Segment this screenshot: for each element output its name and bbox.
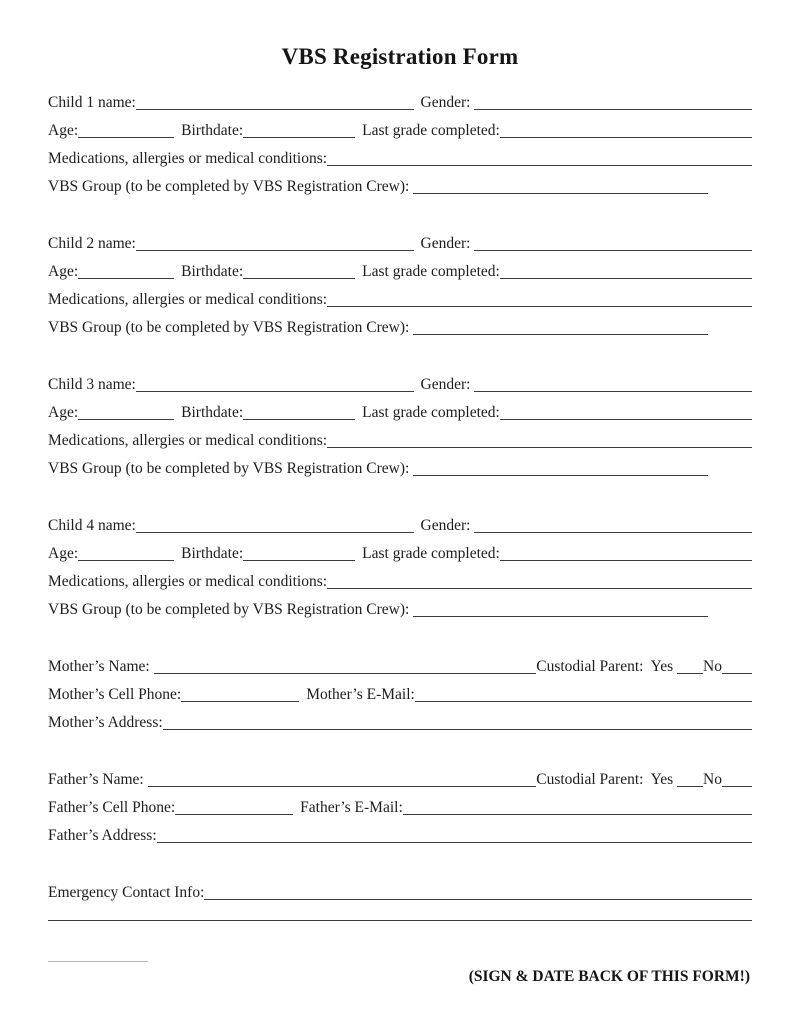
child-1-birthdate-label: Birthdate: [181,122,244,139]
child-1-gender-label: Gender: [420,94,475,111]
emergency-line-2[interactable] [48,919,752,921]
child-3-vbs-group-line[interactable] [413,474,708,476]
child-3-name-label: Child 3 name: [48,376,136,393]
child-1-medications-line[interactable] [327,164,752,166]
child-4-grade-line[interactable] [500,559,752,561]
father-custodial-no-label: No [703,771,722,788]
father-address-label: Father’s Address: [48,827,157,844]
child-4-grade-label: Last grade completed: [362,545,500,562]
partial-line [48,960,148,962]
child-3-age-label: Age: [48,404,79,421]
child-4-section [48,517,752,629]
mother-address-line[interactable] [163,728,752,730]
child-3-name-line[interactable] [136,390,414,392]
child-4-name-line[interactable] [136,531,414,533]
child-4-birthdate-label: Birthdate: [181,545,244,562]
emergency-section [48,884,752,944]
child-4-medications-label: Medications, allergies or medical conditions: [48,573,328,590]
emergency-line-1[interactable] [204,898,752,900]
mother-name-label: Mother’s Name: [48,658,154,675]
child-4-gender-line[interactable] [474,531,752,533]
child-3-medications-row [48,432,752,460]
mother-email-label: Mother’s E-Mail: [306,686,415,703]
mother-address-label: Mother’s Address: [48,714,163,731]
child-2-age-line[interactable] [78,277,174,279]
child-2-name-label: Child 2 name: [48,235,136,252]
child-2-vbs-group-row [48,319,752,347]
child-4-medications-row [48,573,752,601]
child-3-grade-line[interactable] [500,418,752,420]
child-2-gender-label: Gender: [420,235,475,252]
mother-contact-row [48,686,752,714]
child-4-age-row [48,545,752,573]
child-3-medications-label: Medications, allergies or medical conditions: [48,432,328,449]
father-custodial-label: Custodial Parent: Yes [536,771,678,788]
child-2-grade-line[interactable] [500,277,752,279]
child-3-section [48,376,752,488]
child-1-vbs-group-line[interactable] [413,192,708,194]
child-2-name-row [48,235,752,263]
child-3-birthdate-line[interactable] [243,418,355,420]
father-address-line[interactable] [157,841,752,843]
child-3-vbs-group-label: VBS Group (to be completed by VBS Registration Crew): [48,460,414,477]
child-1-age-row [48,122,752,150]
child-2-birthdate-label: Birthdate: [181,263,244,280]
child-1-age-line[interactable] [78,136,174,138]
child-2-medications-row [48,291,752,319]
child-3-grade-label: Last grade completed: [362,404,500,421]
child-4-age-label: Age: [48,545,79,562]
child-2-medications-line[interactable] [327,305,752,307]
father-email-label: Father’s E-Mail: [300,799,403,816]
child-3-birthdate-label: Birthdate: [181,404,244,421]
child-4-name-label: Child 4 name: [48,517,136,534]
mother-name-row [48,658,752,686]
father-email-line[interactable] [403,813,752,815]
child-4-birthdate-line[interactable] [243,559,355,561]
child-2-name-line[interactable] [136,249,414,251]
child-2-vbs-group-line[interactable] [413,333,708,335]
father-contact-row [48,799,752,827]
father-section [48,771,752,855]
child-1-grade-label: Last grade completed: [362,122,500,139]
child-1-section [48,94,752,206]
father-cell-label: Father’s Cell Phone: [48,799,176,816]
child-3-age-row [48,404,752,432]
child-4-age-line[interactable] [78,559,174,561]
emergency-row-2 [48,916,752,944]
child-1-gender-line[interactable] [474,108,752,110]
child-1-age-label: Age: [48,122,79,139]
father-custodial-no-line[interactable] [722,785,752,787]
mother-custodial-yes-line[interactable] [677,672,703,674]
father-name-label: Father’s Name: [48,771,148,788]
child-2-birthdate-line[interactable] [243,277,355,279]
child-4-gender-label: Gender: [420,517,475,534]
child-2-age-label: Age: [48,263,79,280]
mother-custodial-no-line[interactable] [722,672,752,674]
child-3-name-row [48,376,752,404]
mother-custodial-label: Custodial Parent: Yes [536,658,678,675]
child-3-age-line[interactable] [78,418,174,420]
child-4-name-row [48,517,752,545]
father-name-line[interactable] [148,785,537,787]
child-1-name-label: Child 1 name: [48,94,136,111]
child-3-gender-label: Gender: [420,376,475,393]
child-4-vbs-group-line[interactable] [413,615,708,617]
mother-address-row [48,714,752,742]
mother-cell-line[interactable] [181,700,299,702]
page-title: VBS Registration Form [281,44,519,69]
mother-email-line[interactable] [415,700,752,702]
mother-name-line[interactable] [154,672,537,674]
child-1-medications-label: Medications, allergies or medical conditions: [48,150,328,167]
child-1-vbs-group-row [48,178,752,206]
child-2-grade-label: Last grade completed: [362,263,500,280]
father-address-row [48,827,752,855]
emergency-label: Emergency Contact Info: [48,884,205,901]
child-4-medications-line[interactable] [327,587,752,589]
mother-section [48,658,752,742]
father-name-row [48,771,752,799]
child-1-grade-line[interactable] [500,136,752,138]
child-1-medications-row [48,150,752,178]
child-2-gender-line[interactable] [474,249,752,251]
child-1-name-row [48,94,752,122]
child-3-gender-line[interactable] [474,390,752,392]
emergency-row [48,884,752,912]
father-cell-line[interactable] [175,813,293,815]
mother-custodial-no-label: No [703,658,722,675]
child-3-medications-line[interactable] [327,446,752,448]
father-custodial-yes-line[interactable] [677,785,703,787]
child-1-birthdate-line[interactable] [243,136,355,138]
sign-note: (SIGN & DATE BACK OF THIS FORM!) [468,968,750,985]
child-2-medications-label: Medications, allergies or medical conditions: [48,291,328,308]
child-2-vbs-group-label: VBS Group (to be completed by VBS Registration Crew): [48,319,414,336]
child-2-age-row [48,263,752,291]
child-4-vbs-group-row [48,601,752,629]
child-1-name-line[interactable] [136,108,414,110]
child-1-vbs-group-label: VBS Group (to be completed by VBS Registration Crew): [48,178,414,195]
child-4-vbs-group-label: VBS Group (to be completed by VBS Registration Crew): [48,601,414,618]
child-3-vbs-group-row [48,460,752,488]
child-2-section [48,235,752,347]
mother-cell-label: Mother’s Cell Phone: [48,686,182,703]
